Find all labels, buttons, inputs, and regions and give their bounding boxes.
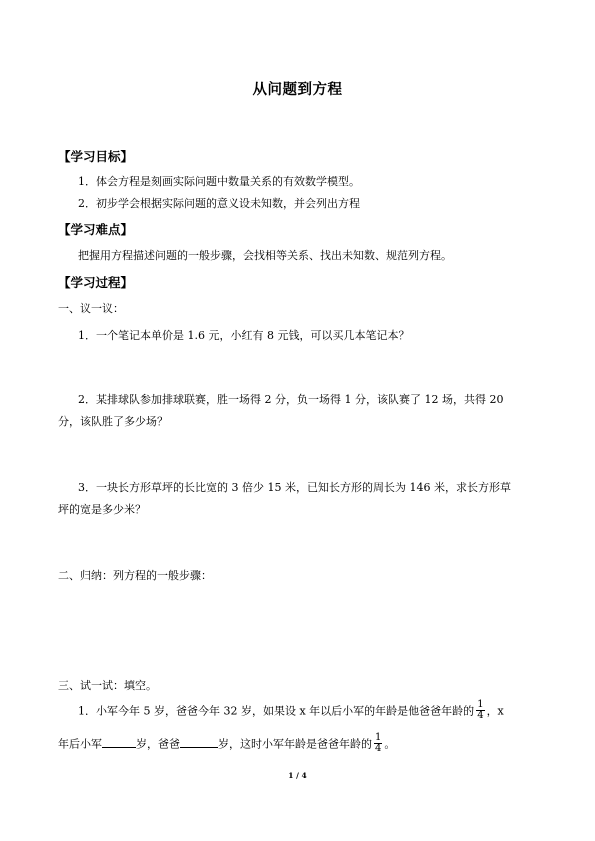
fill-question-text-a: 1．小军今年 5 岁，爸爸今年 32 岁，如果设 x 年以后小军的年龄是他爸爸年龄的 (78, 704, 475, 718)
page-number: 1 / 4 (288, 771, 307, 780)
page-title: 从问题到方程 (252, 82, 343, 98)
fill-question-text-b: ，x (486, 704, 504, 718)
fraction-denominator: 4 (477, 710, 484, 721)
goal-item-1: 1．体会方程是刻画实际问题中数量关系的有效数学模型。 (78, 175, 360, 188)
fraction-denominator-2: 4 (375, 743, 382, 754)
difficulty-heading: 【学习难点】 (58, 222, 134, 237)
fill-question-text-f: 。 (384, 737, 396, 751)
question-3-line-1: 3．一块长方形草坪的长比宽的 3 倍少 15 米，已知长方形的周长为 146 米，求长方形草 (78, 481, 511, 494)
question-3-line-2: 坪的宽是多少米？ (58, 503, 146, 516)
part3-label: 三、试一试：填空。 (58, 679, 157, 692)
question-2-line-2: 分，该队胜了多少场？ (58, 415, 168, 428)
fill-question-text-d: 岁，爸爸 (136, 737, 180, 751)
question-1: 1．一个笔记本单价是 1.6 元，小红有 8 元钱，可以买几本笔记本？ (78, 329, 410, 342)
difficulty-text: 把握用方程描述问题的一般步骤，会找相等关系、找出未知数、规范列方程。 (78, 249, 452, 262)
fill-question-text-e: 岁，这时小军年龄是爸爸年龄的 (218, 737, 372, 751)
goals-heading: 【学习目标】 (58, 149, 134, 164)
answer-blank-2[interactable] (180, 736, 218, 748)
part1-label: 一、议一议： (58, 302, 124, 315)
fill-question-line-1 (78, 701, 504, 722)
process-heading: 【学习过程】 (58, 275, 134, 290)
fraction-one-quarter (476, 700, 484, 721)
fraction-one-quarter-2 (374, 733, 382, 754)
answer-blank-1[interactable] (102, 736, 136, 748)
fraction-numerator: 1 (477, 699, 484, 710)
part2-label: 二、归纳：列方程的一般步骤： (58, 569, 212, 582)
fill-question-line-2 (58, 734, 395, 755)
question-2-line-1: 2．某排球队参加排球联赛，胜一场得 2 分，负一场得 1 分，该队赛了 12 场，共得 20 (78, 393, 504, 406)
fraction-numerator-2: 1 (375, 732, 382, 743)
fill-question-text-c: 年后小军 (58, 737, 102, 751)
goal-item-2: 2．初步学会根据实际问题的意义设未知数，并会列出方程 (78, 197, 360, 210)
